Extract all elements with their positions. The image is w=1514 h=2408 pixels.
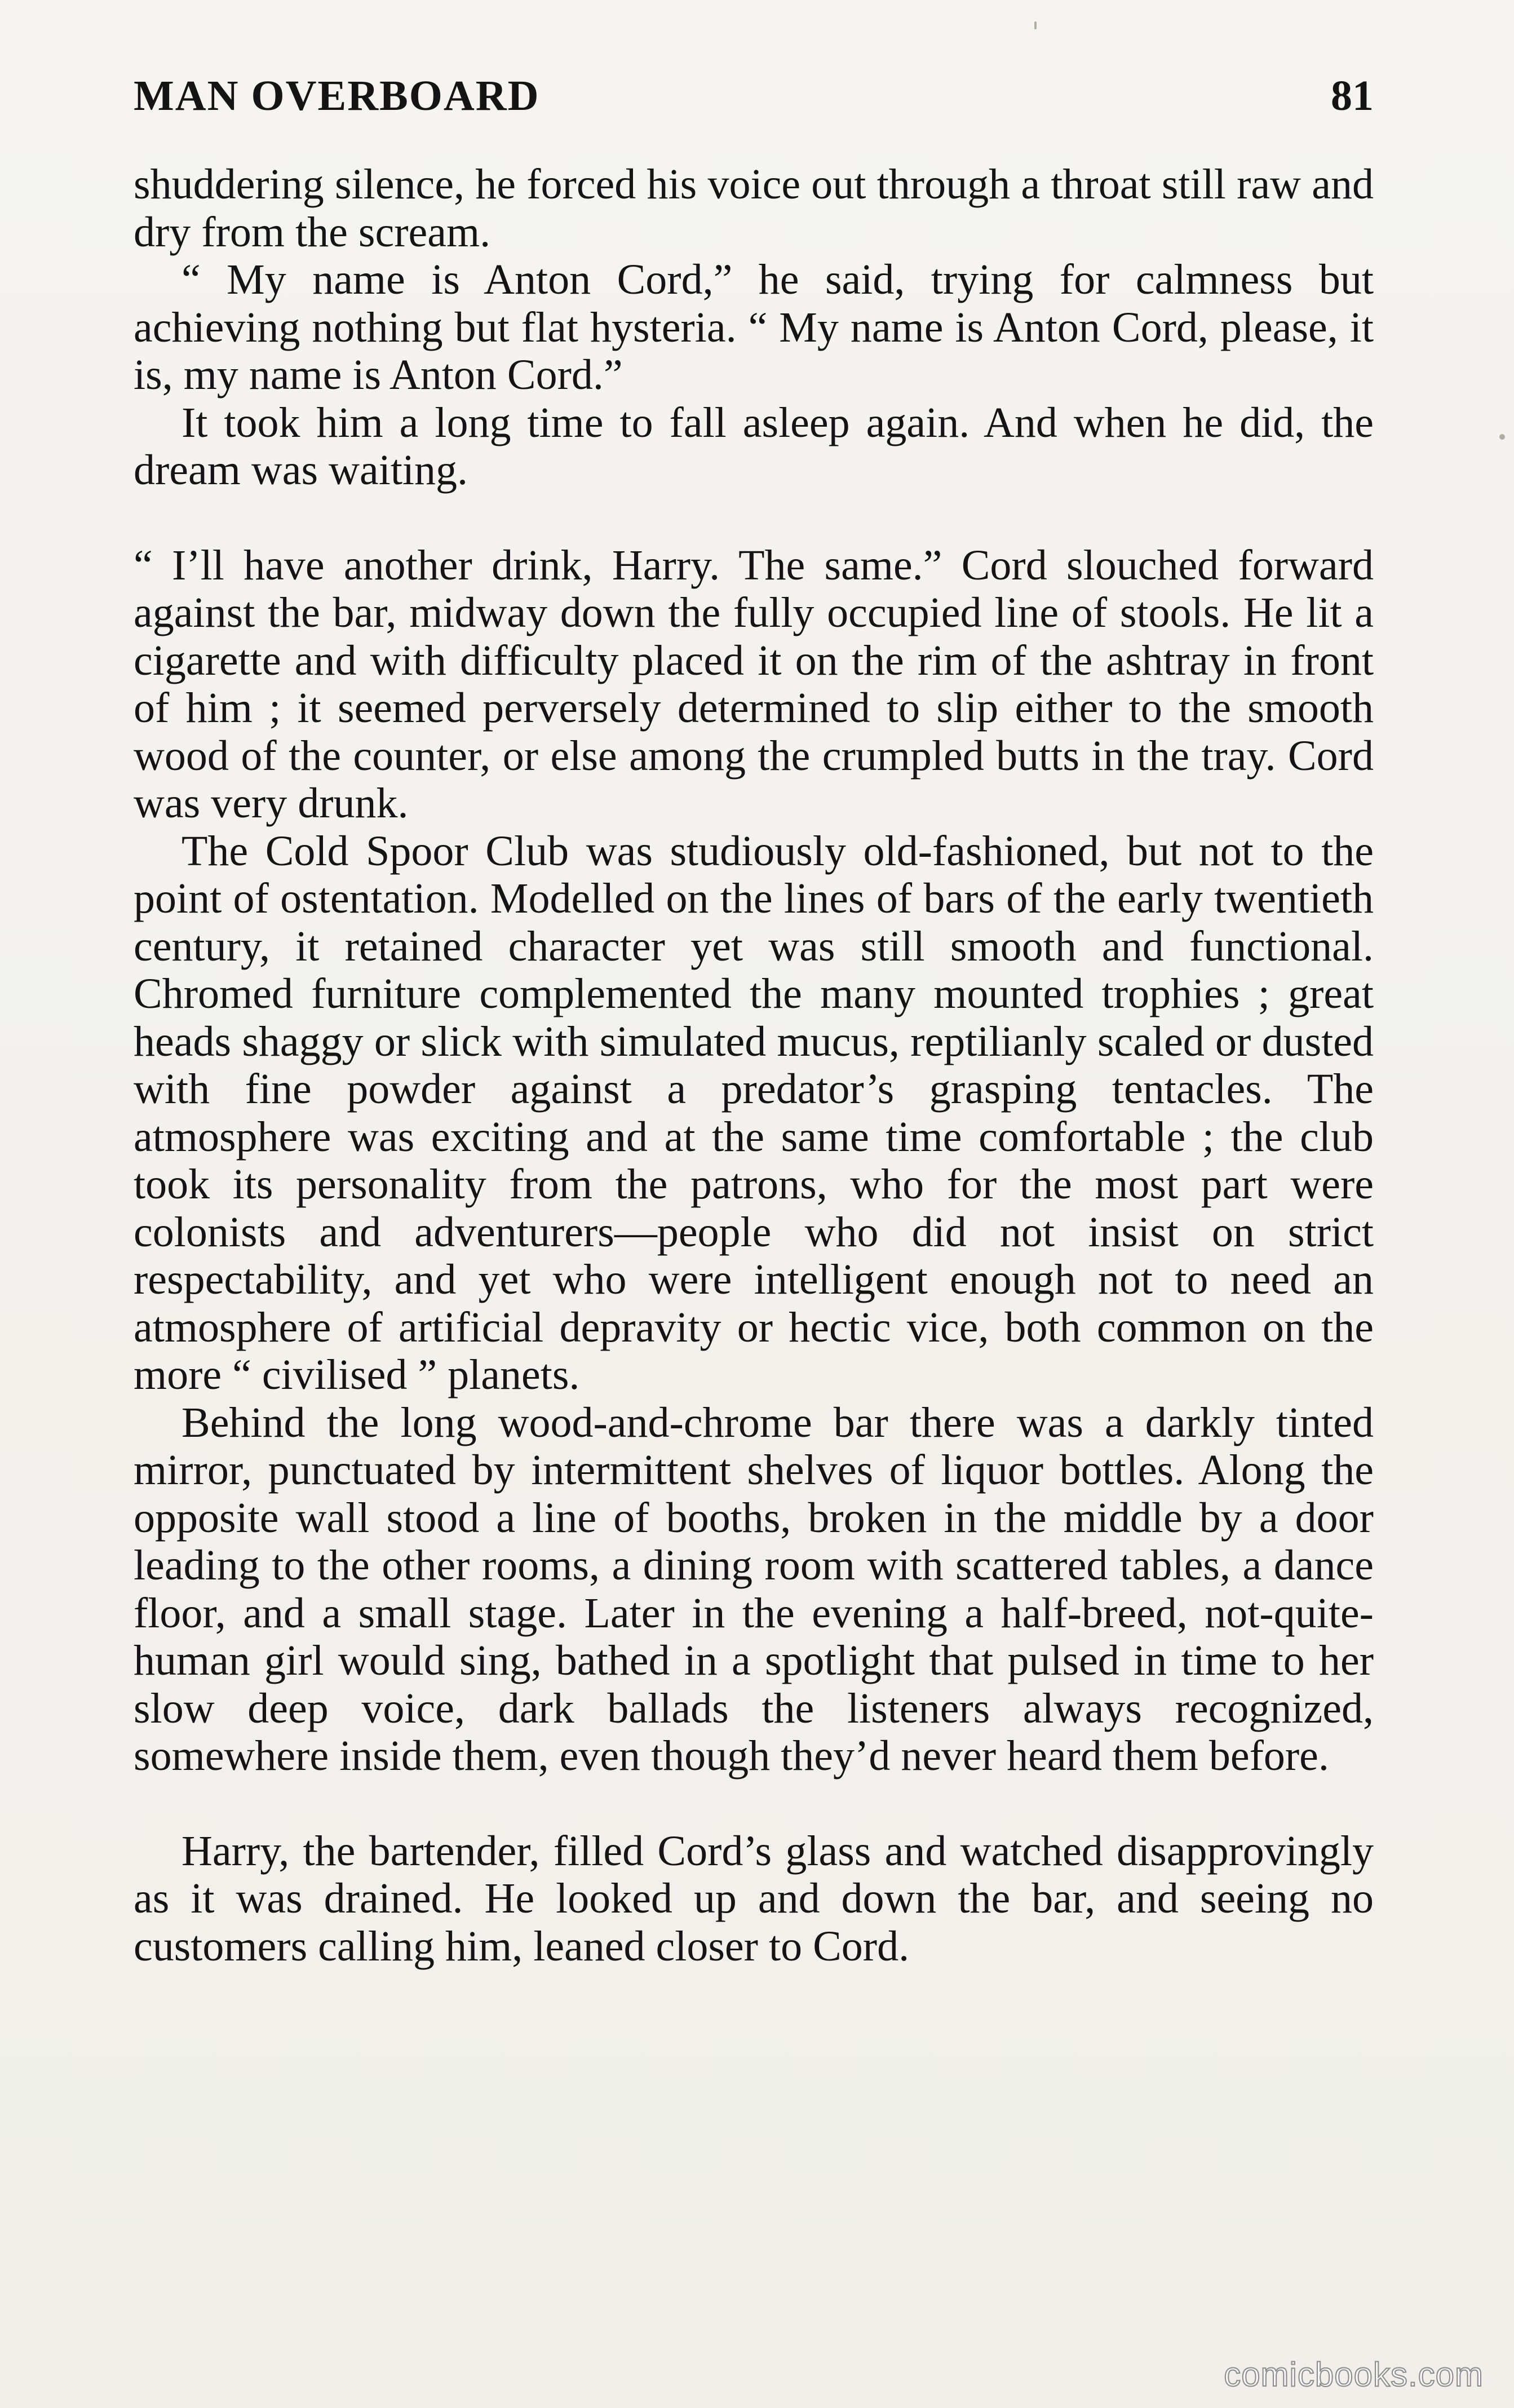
paper-speck <box>1499 434 1505 440</box>
paper-speck <box>1034 21 1037 29</box>
paragraph-4: “ I’ll have another drink, Harry. The same.” Cord slouched forward against the bar, midway down the fully occupied line of stools. He lit a cigarette and with difficulty placed it on the rim of the ashtray in front of him ; it seemed perversely determined to slip either to the smooth wood of the counter, or else among the crumpled butts in the tray. Cord was very drunk. <box>134 541 1374 827</box>
section-break <box>134 494 1374 542</box>
section-break <box>134 1780 1374 1827</box>
page-header <box>134 68 1374 124</box>
page-number: 81 <box>1331 72 1374 119</box>
paragraph-6: Behind the long wood-and-chrome bar there was a darkly tinted mirror, punctuated by intermittent shelves of liquor bottles. Along the opposite wall stood a line of booths, broken in the middle by a door leading to the other rooms, a dining room with scattered tables, a dance floor, and a small stage. Later in the evening a half-breed, not-quite-human girl would sing, bathed in a spotlight that pulsed in time to her slow deep voice, dark ballads the listeners always recognized, somewhere inside them, even though they’d never heard them before. <box>134 1398 1374 1780</box>
paragraph-7: Harry, the bartender, filled Cord’s glass and watched disapprovingly as it was drained. He looked up and down the bar, and seeing no customers calling him, leaned closer to Cord. <box>134 1827 1374 1970</box>
paragraph-5: The Cold Spoor Club was studiously old-fashioned, but not to the point of ostentation. Modelled on the lines of bars of the early twentieth century, it retained character yet was still smooth and functional. Chromed furniture complemented the many mounted trophies ; great heads shaggy or slick with simulated mucus, reptilianly scaled or dusted with fine powder against a predator’s grasping tentacles. The atmosphere was exciting and at the same time comfortable ; the club took its personality from the patrons, who for the most part were colonists and adventurers—people who did not insist on strict respectability, and yet who were intelligent enough not to need an atmosphere of artificial depravity or hectic vice, both common on the more “ civilised ” planets. <box>134 827 1374 1398</box>
running-title: MAN OVERBOARD <box>134 72 540 119</box>
body-text <box>134 161 1374 1970</box>
paragraph-2: “ My name is Anton Cord,” he said, trying for calmness but achieving nothing but flat hysteria. “ My name is Anton Cord, please, it is, my name is Anton Cord.” <box>134 256 1374 399</box>
paragraph-1: shuddering silence, he forced his voice out through a throat still raw and dry from the scream. <box>134 161 1374 256</box>
paragraph-3: It took him a long time to fall asleep again. And when he did, the dream was waiting. <box>134 399 1374 494</box>
watermark: comicbooks.com <box>1224 2356 1484 2393</box>
